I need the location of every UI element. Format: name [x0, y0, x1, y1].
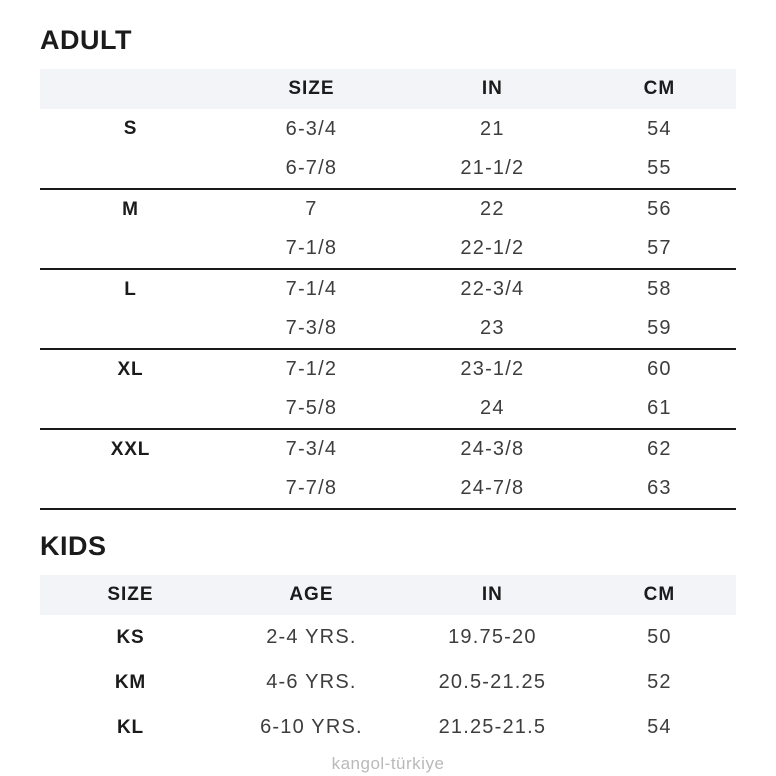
table-cell: 20.5-21.25 — [438, 671, 547, 693]
table-cell: 60 — [647, 358, 672, 380]
table-row — [40, 189, 736, 229]
column-header-in: IN — [481, 78, 503, 99]
table-cell: 7-1/4 — [285, 278, 338, 300]
size-label-cell: XL — [117, 358, 144, 380]
size-label-cell: M — [122, 198, 139, 220]
size-group-xl — [40, 349, 736, 429]
table-cell: 54 — [647, 716, 672, 738]
size-label-cell: XXL — [110, 438, 151, 460]
size-group-m — [40, 189, 736, 269]
table-cell: 52 — [647, 671, 672, 693]
size-group-s — [40, 109, 736, 189]
column-header-in: IN — [481, 584, 503, 605]
adult-header-row — [40, 69, 736, 109]
size-label-cell — [40, 309, 221, 349]
size-label-cell: KM — [114, 671, 147, 693]
column-header-cm: CM — [643, 78, 676, 99]
table-row — [40, 469, 736, 509]
table-cell: 56 — [647, 198, 672, 220]
table-cell: 63 — [647, 477, 672, 499]
column-header-size: SIZE — [288, 78, 335, 99]
table-cell: 55 — [647, 157, 672, 179]
table-cell: 23 — [480, 317, 505, 339]
table-cell: 22-1/2 — [460, 237, 525, 259]
table-cell: 22-3/4 — [460, 278, 525, 300]
table-cell: 7-3/4 — [285, 438, 338, 460]
column-header-blank — [40, 69, 221, 109]
kids-table-header — [40, 575, 736, 615]
adult-section-title: ADULT — [40, 25, 132, 55]
table-cell: 6-3/4 — [285, 117, 338, 140]
watermark-text: kangol-türkiye — [331, 754, 445, 773]
size-label-cell — [40, 229, 221, 269]
table-cell: 7-5/8 — [285, 397, 338, 419]
table-row — [40, 309, 736, 349]
table-row — [40, 615, 736, 660]
table-cell: 6-7/8 — [285, 157, 338, 179]
adult-size-table — [40, 69, 736, 510]
table-cell: 6-10 YRS. — [260, 716, 363, 738]
table-cell: 4-6 YRS. — [266, 671, 357, 693]
table-cell: 50 — [647, 626, 672, 648]
table-cell: 62 — [647, 438, 672, 460]
table-cell: 22 — [480, 198, 505, 220]
kids-header-row — [40, 575, 736, 615]
kids-table-body — [40, 615, 736, 750]
table-cell: 2-4 YRS. — [266, 626, 357, 648]
table-row — [40, 660, 736, 705]
table-cell: 24-7/8 — [460, 477, 525, 499]
size-label-cell: L — [124, 278, 137, 300]
table-cell: 7-1/8 — [285, 237, 338, 259]
table-cell: 61 — [647, 397, 672, 419]
table-row — [40, 705, 736, 750]
table-row — [40, 109, 736, 149]
table-row — [40, 389, 736, 429]
table-row — [40, 429, 736, 469]
table-cell: 54 — [647, 117, 672, 140]
table-cell: 23-1/2 — [460, 358, 525, 380]
size-label-cell — [40, 469, 221, 509]
size-group-l — [40, 269, 736, 349]
table-cell: 21.25-21.5 — [438, 716, 547, 738]
size-label-cell: KL — [117, 716, 144, 738]
table-cell: 21 — [480, 117, 505, 140]
column-header-cm: CM — [643, 584, 676, 605]
size-label-cell — [40, 389, 221, 429]
table-cell: 21-1/2 — [460, 157, 525, 179]
size-label-cell — [40, 149, 221, 189]
table-cell: 24-3/8 — [460, 438, 525, 460]
adult-table-header — [40, 69, 736, 109]
table-cell: 7-1/2 — [285, 358, 338, 380]
table-cell: 19.75-20 — [448, 626, 537, 648]
size-group-xxl — [40, 429, 736, 509]
size-label-cell: KS — [116, 626, 145, 648]
table-cell: 24 — [480, 397, 505, 419]
table-row — [40, 349, 736, 389]
table-cell: 7-3/8 — [285, 317, 338, 339]
size-label-cell: S — [123, 118, 138, 139]
table-cell: 57 — [647, 237, 672, 259]
table-cell: 7 — [305, 198, 318, 220]
column-header-size: SIZE — [107, 584, 154, 605]
table-cell: 59 — [647, 317, 672, 339]
table-cell: 7-7/8 — [285, 477, 338, 499]
table-row — [40, 149, 736, 189]
column-header-age: AGE — [289, 584, 334, 605]
kids-section-title: KIDS — [40, 531, 107, 561]
table-row — [40, 229, 736, 269]
kids-size-table — [40, 575, 736, 750]
table-cell: 58 — [647, 278, 672, 300]
table-row — [40, 269, 736, 309]
